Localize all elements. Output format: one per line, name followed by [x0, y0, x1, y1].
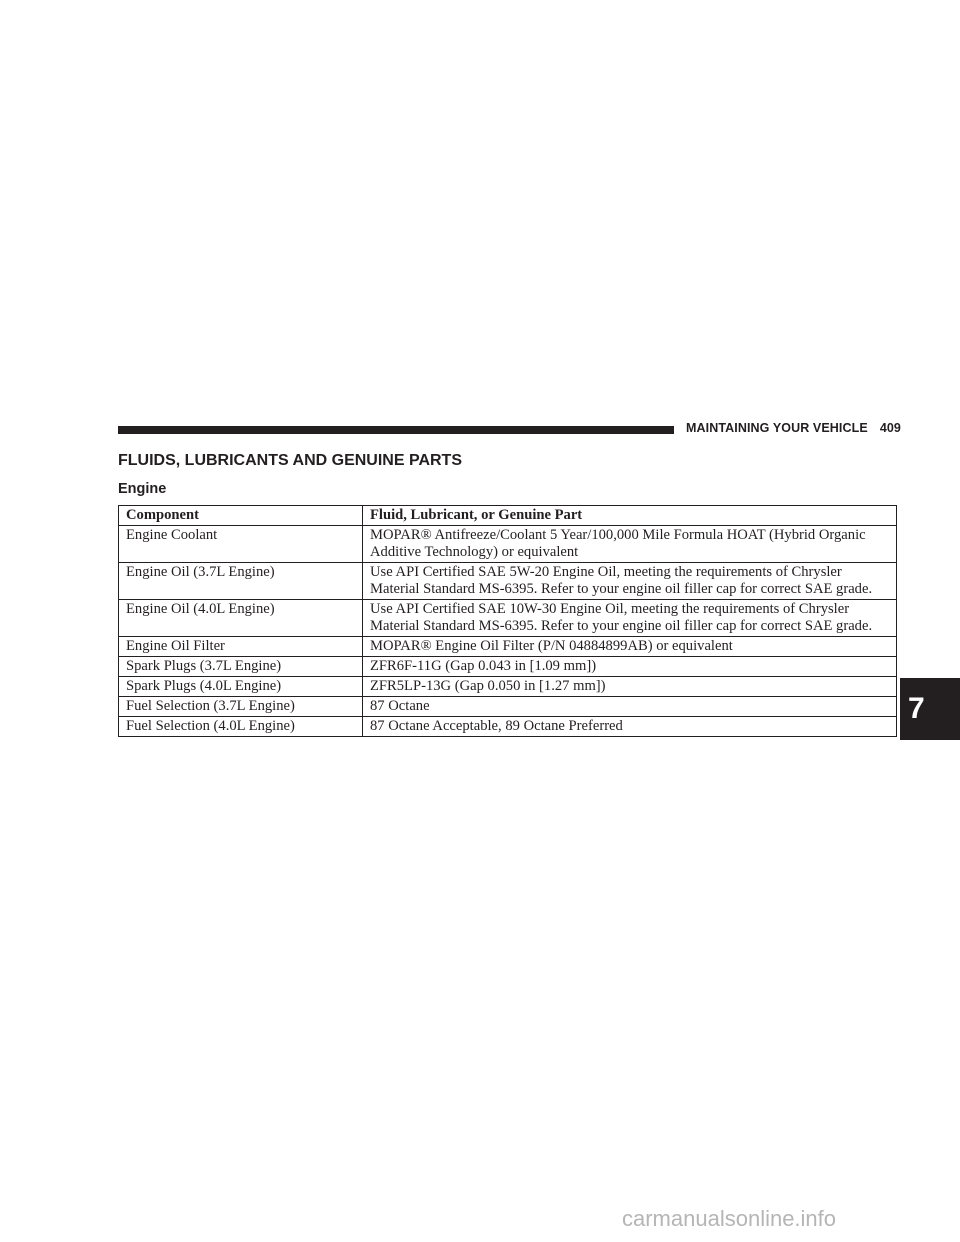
table-row: [119, 677, 897, 697]
component-cell: Fuel Selection (4.0L Engine): [119, 717, 363, 737]
table-row: [119, 697, 897, 717]
column-header-fluid: Fluid, Lubricant, or Genuine Part: [363, 506, 897, 526]
component-cell: Engine Oil (3.7L Engine): [119, 563, 363, 600]
subsection-title: Engine: [118, 481, 167, 497]
fluid-cell: 87 Octane: [363, 697, 897, 717]
table-row: [119, 600, 897, 637]
watermark-text: carmanualsonline.info: [622, 1206, 837, 1231]
fluids-table: [118, 505, 897, 737]
fluid-cell: MOPAR® Antifreeze/Coolant 5 Year/100,000 Mile Formula HOAT (Hybrid Organic Additive Technology) or equivalent: [363, 526, 897, 563]
fluid-cell: ZFR5LP-13G (Gap 0.050 in [1.27 mm]): [363, 677, 897, 697]
fluid-cell: Use API Certified SAE 5W-20 Engine Oil, meeting the requirements of Chrysler Material Standard MS-6395. Refer to your engine oil filler cap for correct SAE grade.: [363, 563, 897, 600]
component-cell: Spark Plugs (4.0L Engine): [119, 677, 363, 697]
section-title: FLUIDS, LUBRICANTS AND GENUINE PARTS: [118, 452, 462, 469]
running-header: [686, 421, 901, 435]
table-row: [119, 526, 897, 563]
chapter-tab: 7: [900, 678, 960, 740]
header-section-name: MAINTAINING YOUR VEHICLE: [686, 421, 868, 435]
fluid-cell: MOPAR® Engine Oil Filter (P/N 04884899AB) or equivalent: [363, 637, 897, 657]
table-row: [119, 717, 897, 737]
component-cell: Fuel Selection (3.7L Engine): [119, 697, 363, 717]
fluid-cell: 87 Octane Acceptable, 89 Octane Preferred: [363, 717, 897, 737]
table-header-row: [119, 506, 897, 526]
fluid-cell: Use API Certified SAE 10W-30 Engine Oil, meeting the requirements of Chrysler Material Standard MS-6395. Refer to your engine oil filler cap for correct SAE grade.: [363, 600, 897, 637]
component-cell: Engine Oil (4.0L Engine): [119, 600, 363, 637]
fluid-cell: ZFR6F-11G (Gap 0.043 in [1.09 mm]): [363, 657, 897, 677]
component-cell: Engine Coolant: [119, 526, 363, 563]
page-number: 409: [879, 421, 901, 435]
table-row: [119, 637, 897, 657]
component-cell: Engine Oil Filter: [119, 637, 363, 657]
table-row: [119, 657, 897, 677]
column-header-component: Component: [119, 506, 363, 526]
table-row: [119, 563, 897, 600]
component-cell: Spark Plugs (3.7L Engine): [119, 657, 363, 677]
header-rule: [118, 426, 674, 434]
